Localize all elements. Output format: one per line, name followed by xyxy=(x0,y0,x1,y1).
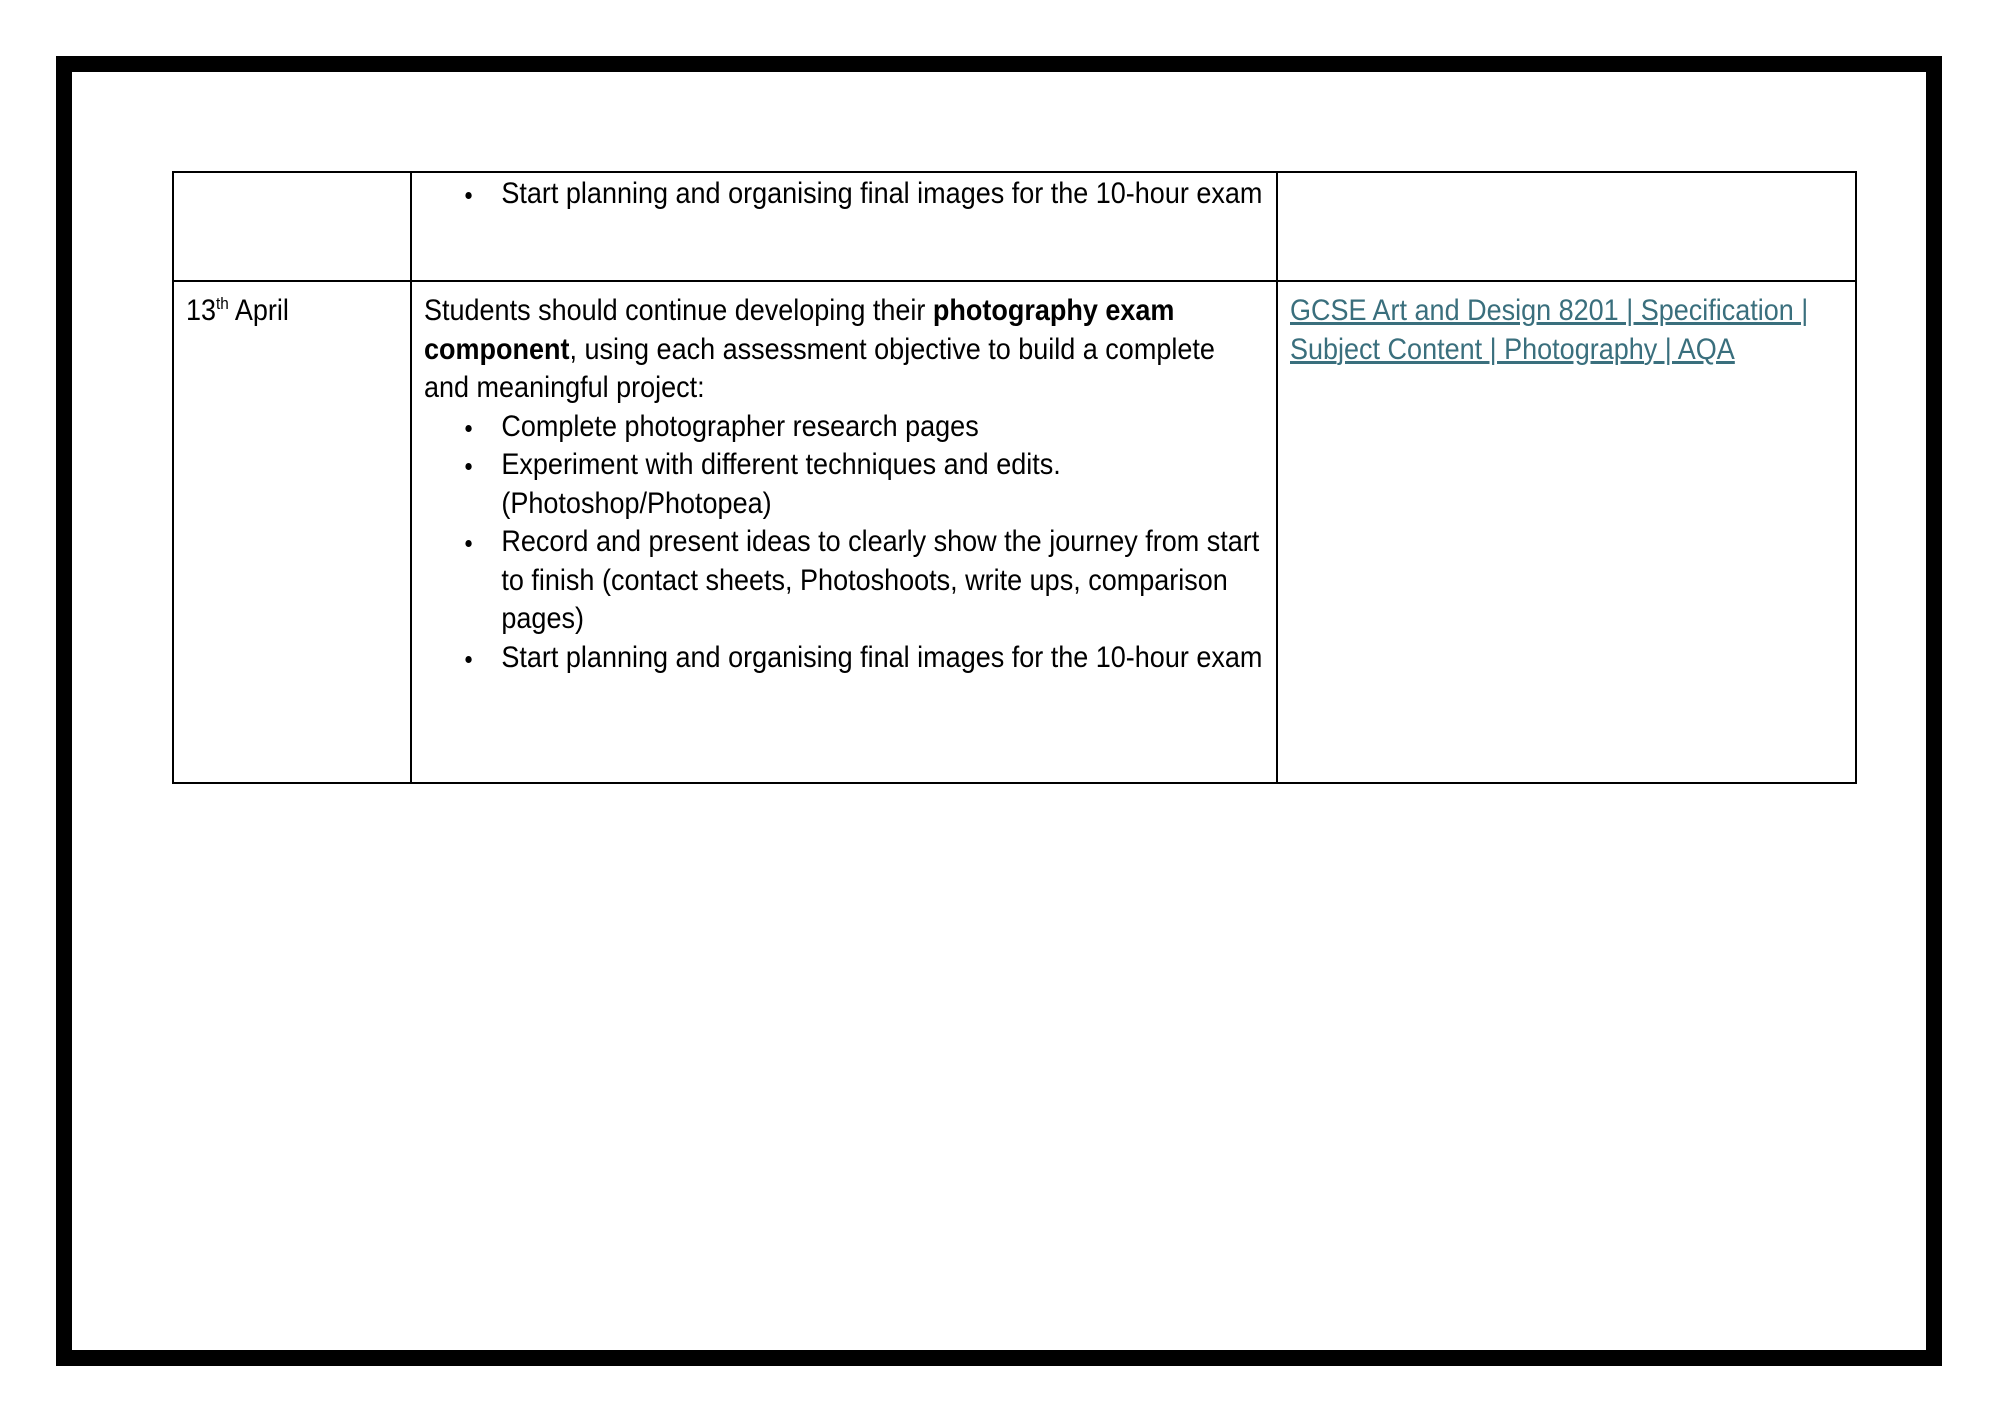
bold-phrase: component xyxy=(424,332,570,366)
list-item: Start planning and organising final images for the 10-hour exam xyxy=(424,639,1263,678)
content-cell xyxy=(411,172,1277,281)
list-item: Record and present ideas to clearly show the journey from start to finish (contact sheets, Photoshoots, write ups, comparison pages) xyxy=(424,523,1263,639)
task-list xyxy=(424,408,1263,678)
intro-paragraph: Students should continue developing their photography exam component, using each assessment objective to build a complete and meaningful project: xyxy=(424,294,1215,404)
list-item: Complete photographer research pages xyxy=(424,408,1263,447)
resource-cell xyxy=(1277,172,1856,281)
aqa-specification-link[interactable]: GCSE Art and Design 8201 | Specification | Subject Content | Photography | AQA xyxy=(1290,294,1809,366)
date-month: April xyxy=(228,294,289,327)
task-list xyxy=(424,175,1263,214)
date-label xyxy=(186,292,398,331)
content-cell xyxy=(411,281,1277,783)
table-row xyxy=(173,281,1856,783)
list-item: Experiment with different techniques and edits. (Photoshop/Photopea) xyxy=(424,446,1263,523)
date-cell xyxy=(173,281,411,783)
date-cell xyxy=(173,172,411,281)
list-item: Start planning and organising final images for the 10-hour exam xyxy=(424,175,1263,214)
date-day: 13 xyxy=(186,294,217,327)
table-row xyxy=(173,172,1856,281)
scheme-of-work-table xyxy=(172,171,1857,784)
bold-phrase: photography exam xyxy=(932,294,1175,327)
date-suffix: th xyxy=(216,294,229,313)
resource-cell xyxy=(1277,281,1856,783)
